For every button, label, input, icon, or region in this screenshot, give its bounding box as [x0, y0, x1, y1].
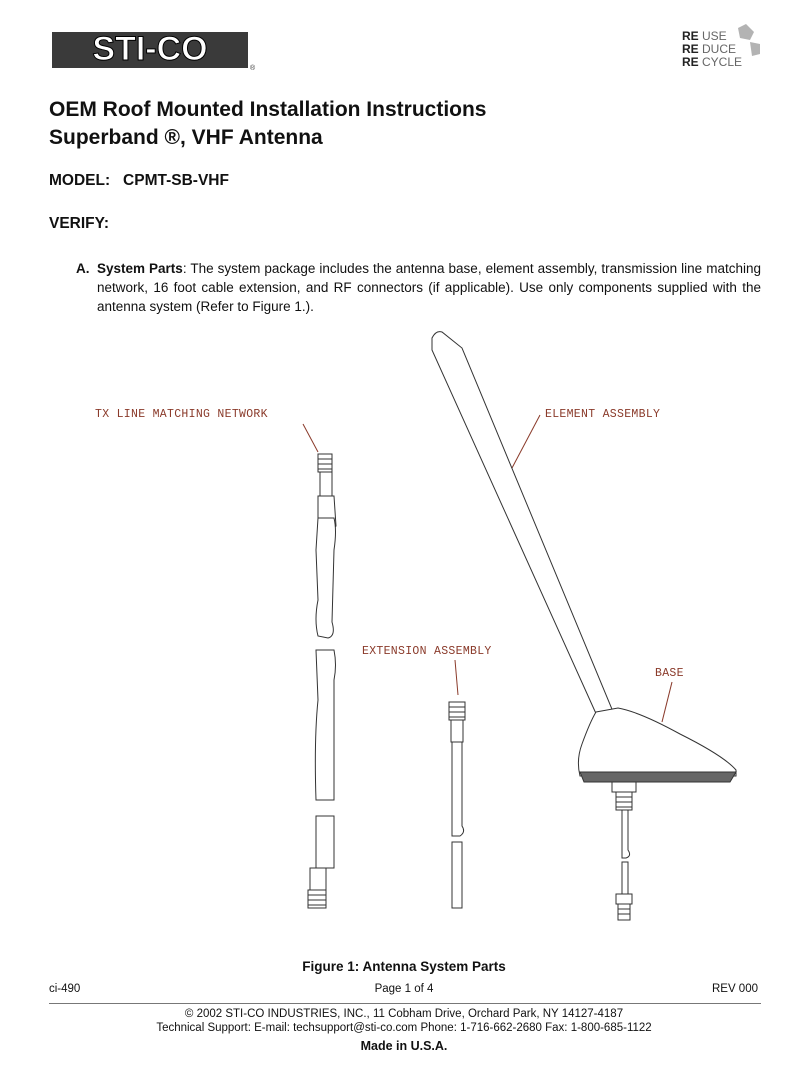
base-gasket	[580, 772, 736, 782]
tx-connector-bottom	[310, 868, 326, 890]
tx-segment-3	[315, 650, 335, 800]
ext-cable-upper	[452, 742, 464, 836]
footer-company-info	[0, 1007, 808, 1035]
antenna-parts-figure	[0, 320, 808, 960]
base-nut	[612, 782, 636, 792]
tx-line-matching-network	[308, 454, 336, 908]
title-line-1: OEM Roof Mounted Installation Instructions	[49, 98, 487, 121]
item-body: : The system package includes the antenna base, element assembly, transmission line matching network, 16 foot cable extension, and RF connectors (if applicable). Use only components supplied with the antenna system (Refer to Figure 1.).	[97, 261, 761, 314]
item-text	[97, 259, 761, 316]
footer-divider	[49, 1003, 761, 1004]
tx-segment-4	[316, 816, 334, 868]
item-marker: A.	[76, 261, 90, 276]
system-parts-item	[76, 259, 761, 316]
model-heading: MODEL: CPMT-SB-VHF	[49, 172, 229, 189]
base-connector	[616, 894, 632, 904]
recycle-badge	[680, 22, 766, 74]
extension-assembly	[449, 702, 465, 908]
leader-tx	[303, 424, 318, 452]
page-title	[49, 96, 486, 152]
registered-mark: ®	[250, 65, 256, 72]
antenna-whip	[432, 332, 614, 718]
doc-id: ci-490	[49, 983, 81, 995]
verify-heading: VERIFY:	[49, 215, 109, 232]
ext-cable-lower	[452, 842, 462, 908]
logo-wordmark: STI-CO	[92, 30, 208, 68]
leader-base	[662, 682, 672, 722]
base-connector-threads	[618, 904, 630, 920]
label-element-assembly: ELEMENT ASSEMBLY	[545, 408, 661, 421]
antenna-base	[578, 708, 736, 920]
recycle-prefix-2: RE	[682, 42, 699, 56]
antenna-parts-drawing	[0, 320, 808, 960]
item-heading: System Parts	[97, 261, 183, 276]
figure-caption: Figure 1: Antenna System Parts	[302, 959, 506, 974]
support-line: Technical Support: E-mail: techsupport@sti-co.com Phone: 1-716-662-2680 Fax: 1-800-685-1122	[156, 1022, 652, 1034]
made-in-usa: Made in U.S.A.	[360, 1039, 448, 1053]
base-cable-upper	[622, 810, 630, 858]
title-line-2: Superband ®, VHF Antenna	[49, 126, 323, 149]
recycle-icon	[738, 24, 760, 56]
leader-element	[512, 415, 540, 468]
ext-ferrule	[451, 720, 463, 742]
revision: REV 000	[711, 983, 758, 995]
recycle-word-1: USE	[702, 29, 727, 43]
element-assembly	[432, 332, 614, 718]
base-housing	[578, 708, 736, 776]
company-logo	[50, 14, 260, 74]
tx-ferrule	[320, 472, 332, 496]
label-tx-line: TX LINE MATCHING NETWORK	[95, 408, 268, 421]
recycle-word-3: CYCLE	[702, 55, 743, 69]
base-cable-lower	[622, 862, 628, 894]
recycle-word-2: DUCE	[702, 42, 737, 56]
recycle-prefix-3: RE	[682, 55, 699, 69]
sti-co-logo-graphic	[50, 14, 260, 74]
page-number: Page 1 of 4	[374, 983, 434, 995]
label-extension-assembly: EXTENSION ASSEMBLY	[362, 645, 492, 658]
recycle-badge-graphic	[680, 22, 766, 74]
copyright-line: © 2002 STI-CO INDUSTRIES, INC., 11 Cobham Drive, Orchard Park, NY 14127-4187	[184, 1008, 624, 1020]
leader-extension	[455, 660, 458, 695]
label-base: BASE	[655, 667, 684, 680]
tx-segment-2	[316, 518, 336, 638]
recycle-prefix-1: RE	[682, 29, 699, 43]
